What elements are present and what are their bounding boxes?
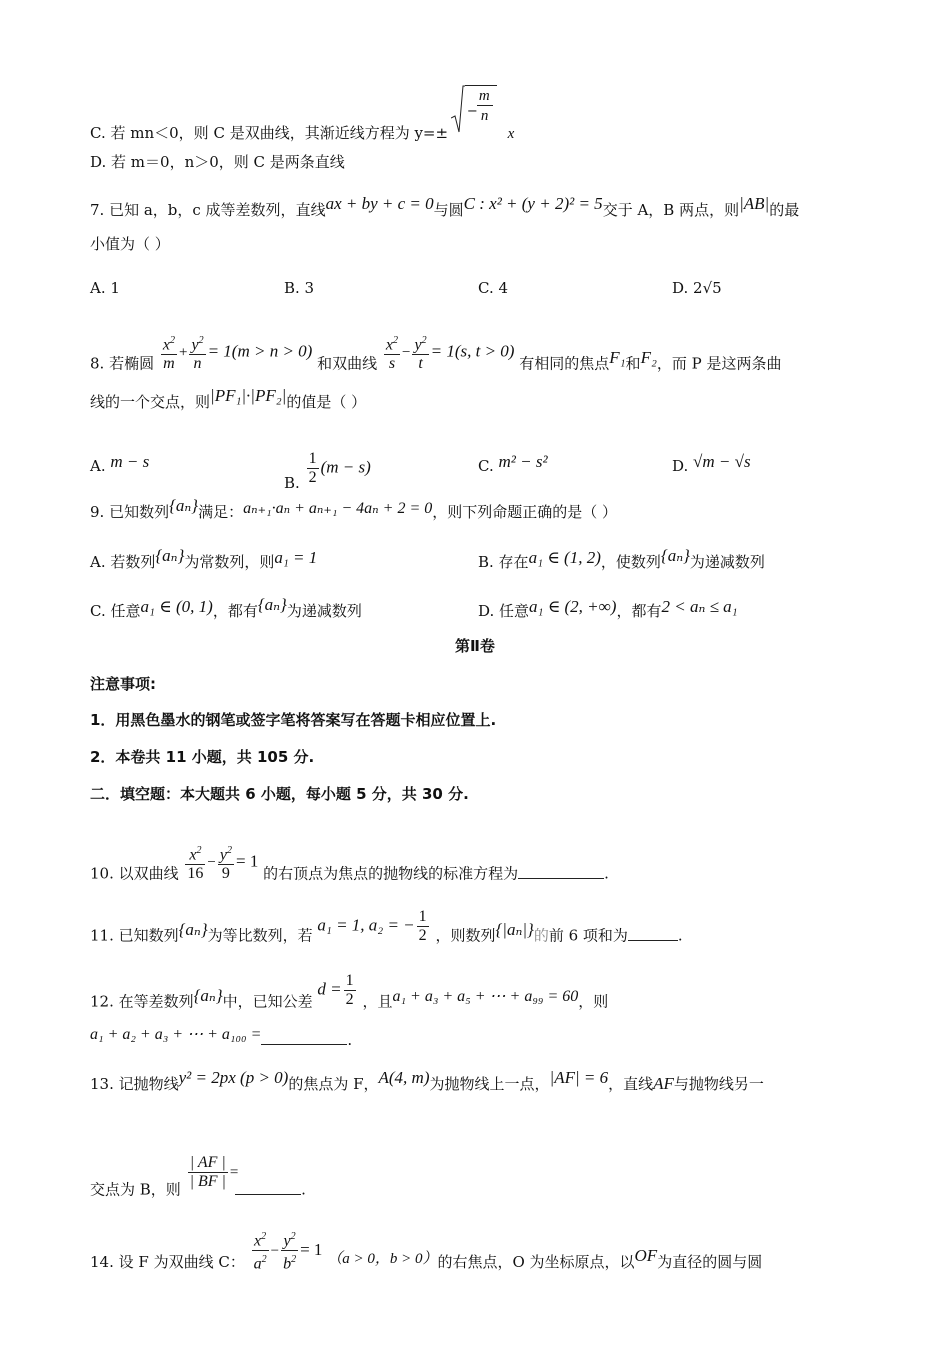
q8-product: |PF₁|·|PF₂| <box>210 386 287 405</box>
q9-opt-c-b: ，都有 <box>212 602 258 620</box>
half-frac: $\frac{1}{2}$ <box>308 450 317 486</box>
q8-opt-b-label: B. <box>284 474 300 492</box>
q7-stem-e: 小值为（ ） <box>90 235 170 253</box>
q10-hyperbola-eq: $\frac{x^2}{16}$ − $\frac{y^2}{9}$ = 1 <box>183 842 258 883</box>
q12-stem-c: ，且 <box>362 992 393 1011</box>
q8-opt-c-label: C. <box>478 457 494 475</box>
part-2-heading: 二．填空题：本大题共 6 小题，每小题 5 分，共 30 分. <box>90 785 469 803</box>
q7-option-d <box>672 278 722 298</box>
q13-answer-blank[interactable] <box>235 1194 301 1195</box>
q8-stem-f: 的值是（ ） <box>286 393 367 411</box>
q9-opt-c-seq: {aₙ} <box>257 595 287 614</box>
q9-option-c <box>90 595 362 621</box>
q8-stem-c: 有相同的焦点 <box>519 354 610 373</box>
q12-line1 <box>90 972 609 1021</box>
q9-opt-c-a: C. 任意 <box>90 602 141 620</box>
q14-stem-b: 的右焦点，O 为坐标原点，以 <box>437 1252 635 1271</box>
q13-ratio-frac <box>188 1154 228 1191</box>
ratio-num: | AF | <box>188 1154 228 1173</box>
q11-stem-c: ，则数列 <box>435 926 496 945</box>
q14-stem-a: 14. 设 F 为双曲线 C： <box>90 1252 245 1271</box>
q12-answer-blank[interactable] <box>261 1044 347 1045</box>
section-title: 第Ⅱ卷 <box>455 637 495 655</box>
q8-opt-b-math <box>305 450 371 487</box>
q13-stem-b: 的焦点为 F， <box>288 1075 379 1093</box>
q13-point: A(4, m) <box>378 1068 430 1087</box>
note-2: 2．本卷共 11 小题，共 105 分. <box>90 748 315 766</box>
q9-stem-b: 满足： <box>198 503 244 521</box>
q7-stem-c: 交于 A，B 两点，则 <box>602 201 740 219</box>
q6-d-text: D. 若 m＝0，n＞0，则 C 是两条直线 <box>90 153 345 171</box>
q11-answer-blank[interactable] <box>628 940 678 941</box>
q9-option-a <box>90 546 318 572</box>
q13-end: . <box>301 1180 306 1199</box>
q8-option-a <box>90 452 150 476</box>
q9-opt-b-math: a₁ ∈ (1, 2) <box>528 548 601 567</box>
q7-option-b: B. 3 <box>284 279 315 297</box>
frac-y2-9: $\frac{y^2}{9}$ <box>218 842 234 883</box>
q14-stem-c: 为直径的圆与圆 <box>657 1252 763 1271</box>
q12-sum-all: a₁ + a₂ + a₃ + ⋯ + a₁₀₀ = <box>90 1026 262 1043</box>
note-1: 1．用黑色墨水的钢笔或签字笔将答案写在答题卡相应位置上. <box>90 711 497 729</box>
q7-option-c: C. 4 <box>478 279 509 297</box>
q12-d <box>317 972 357 1009</box>
q7-stem-line1 <box>90 194 800 220</box>
q9-opt-b-a: B. 存在 <box>478 553 529 571</box>
q7-option-a: A. 1 <box>90 279 120 297</box>
q9-opt-a-seq: {aₙ} <box>155 546 185 565</box>
q12-seq: {aₙ} <box>193 985 223 1005</box>
q10 <box>90 845 609 895</box>
q8-opt-a-math: m − s <box>110 452 150 471</box>
q8-ellipse-eq: $\frac{x^2}{m}$ + $\frac{y^2}{n}$ = 1(m > n > 0) <box>159 332 312 373</box>
q8-hyperbola-eq: $\frac{x^2}{s}$ − $\frac{y^2}{t}$ = 1(s, t > 0) <box>382 332 515 373</box>
q9-stem <box>90 496 618 523</box>
q12-sum-odd: a₁ + a₃ + a₅ + ⋯ + a₉₉ = 60 <box>392 987 579 1005</box>
q14-cond: （a > 0，b > 0） <box>327 1250 438 1267</box>
q13-eq: = <box>229 1164 239 1181</box>
q12-d-eq: d = <box>317 979 342 999</box>
frac-y2-n: $\frac{y^2}{n}$ <box>189 332 205 373</box>
q13-stem-f: 交点为 B，则 <box>90 1180 181 1199</box>
q9-opt-d-b: ，都有 <box>616 602 662 620</box>
q13-stem-c: 为抛物线上一点， <box>429 1075 550 1093</box>
q11-stem-b: 为等比数列，若 <box>207 926 313 945</box>
frac-x2-m: $\frac{x^2}{m}$ <box>161 332 177 373</box>
q14 <box>90 1231 763 1286</box>
q8-stem-e: 线的一个交点，则 <box>90 393 211 411</box>
q7-stem-line2 <box>90 234 170 254</box>
q6-option-c <box>90 88 515 144</box>
q8-option-c <box>478 452 548 476</box>
q6-c-text: C. 若 mn＜0，则 C 是双曲线，其渐近线方程为 y=± <box>90 124 449 142</box>
q11-de: 的 <box>533 926 549 945</box>
q9-stem-a: 9. 已知数列 <box>90 503 170 521</box>
q8-f2: F₂ <box>640 347 657 367</box>
q9-opt-d-math: a₁ ∈ (2, +∞) <box>529 597 617 616</box>
q11-cond-text: a₁ = 1, a₂ = − <box>317 915 415 935</box>
q11-end: . <box>677 926 683 945</box>
ratio-den: | BF | <box>189 1173 226 1190</box>
q7-option-d-text: D. 2√5 <box>672 279 722 297</box>
frac-y2-b2: $\frac{y^2}{b^2}$ <box>281 1228 298 1274</box>
q12-stem-d: ，则 <box>578 992 609 1011</box>
q9-seq: {aₙ} <box>169 496 199 515</box>
q10-eq-tail: = 1 <box>235 851 259 871</box>
frac-x2-16: $\frac{x^2}{16}$ <box>185 842 205 883</box>
q9-opt-c-c: 为递减数列 <box>286 602 362 620</box>
q7-ab: |AB| <box>739 194 770 213</box>
q9-recurrence: aₙ₊₁·aₙ + aₙ₊₁ − 4aₙ + 2 = 0 <box>243 500 433 517</box>
q9-opt-d-a: D. 任意 <box>478 602 530 620</box>
q8-option-d <box>672 452 751 476</box>
q8-and: 和 <box>625 354 641 373</box>
x-var: x <box>507 126 515 142</box>
q9-stem-c: ，则下列命题正确的是（ ） <box>432 503 618 521</box>
hyperbola-cond: = 1(s, t > 0) <box>430 341 515 361</box>
q6-option-d <box>90 152 345 172</box>
q10-stem-a: 10. 以双曲线 <box>90 864 179 883</box>
ellipse-cond: = 1(m > n > 0) <box>207 341 313 361</box>
q8-stem-line2 <box>90 386 367 412</box>
q8-opt-a-label: A. <box>90 457 106 475</box>
frac-num: m <box>478 88 490 104</box>
q8-opt-d-math: √m − √s <box>693 452 751 471</box>
q9-opt-c-math: a₁ ∈ (0, 1) <box>140 597 213 616</box>
q7-circle-eq: C : x² + (y + 2)² = 5 <box>463 194 603 213</box>
q8-opt-b-expr: (m − s) <box>320 457 371 477</box>
frac-x2-s: $\frac{x^2}{s}$ <box>384 332 400 373</box>
q13-stem-d: ，直线 <box>608 1075 654 1093</box>
q9-option-b <box>478 546 765 572</box>
frac-y2-t: $\frac{y^2}{t}$ <box>412 332 428 373</box>
q13-line1 <box>90 1068 764 1094</box>
q11-stem-d: 前 6 项和为 <box>548 926 628 945</box>
q9-opt-a-b: 为常数列，则 <box>184 553 275 571</box>
q11-seq: {aₙ} <box>178 919 208 939</box>
q11-half: $\frac{1}{2}$ <box>418 908 427 944</box>
q10-answer-blank[interactable] <box>518 878 604 879</box>
q11-cond <box>317 908 430 945</box>
q7-line-eq: ax + by + c = 0 <box>325 194 434 213</box>
sqrt-sign <box>451 84 465 134</box>
q14-hyperbola-eq: $\frac{x^2}{a^2}$ − $\frac{y^2}{b^2}$ = 1 <box>250 1228 323 1274</box>
q12-line2 <box>90 1024 353 1049</box>
q13-stem-e: 与抛物线另一 <box>673 1075 764 1093</box>
q13-af-line: AF <box>653 1074 674 1093</box>
q14-of: OF <box>634 1245 658 1265</box>
q13-stem-a: 13. 记抛物线 <box>90 1075 179 1093</box>
q9-opt-b-b: ，使数列 <box>600 553 661 571</box>
frac-x2-a2: $\frac{x^2}{a^2}$ <box>252 1228 269 1274</box>
q10-stem-b: 的右顶点为焦点的抛物线的标准方程为 <box>263 864 519 883</box>
sqrt-fraction: − m n <box>453 118 503 138</box>
q9-option-d <box>478 597 738 621</box>
q12-half: $\frac{1}{2}$ <box>345 972 354 1008</box>
q12-stem-a: 12. 在等差数列 <box>90 992 194 1011</box>
q8-stem-b: 和双曲线 <box>317 354 378 373</box>
frac-den: n <box>480 108 489 124</box>
q13-ratio <box>186 1154 239 1191</box>
q11-stem-a: 11. 已知数列 <box>90 926 179 945</box>
q14-eq-tail: = 1 <box>300 1239 323 1259</box>
q7-stem-a: 7. 已知 a，b，c 成等差数列，直线 <box>90 201 326 219</box>
q8-stem-a: 8. 若椭圆 <box>90 354 155 373</box>
q12-end: . <box>347 1031 353 1049</box>
q8-f1: F₁ <box>609 347 626 367</box>
q13-af: |AF| = 6 <box>549 1068 609 1087</box>
q9-opt-d-math2: 2 < aₙ ≤ a₁ <box>661 597 738 616</box>
q8-opt-d-label: D. <box>672 457 689 475</box>
q9-opt-a-math: a₁ = 1 <box>274 548 318 567</box>
q13-parabola: y² = 2px (p > 0) <box>178 1068 289 1087</box>
q10-end: . <box>604 864 609 883</box>
q9-opt-b-c: 为递减数列 <box>689 553 765 571</box>
q7-stem-d: 的最 <box>769 201 800 219</box>
q13-line2 <box>90 1154 306 1209</box>
q8-opt-c-math: m² − s² <box>498 452 548 471</box>
q8-stem-d: ，而 P 是这两条曲 <box>656 354 782 373</box>
q9-opt-b-seq: {aₙ} <box>660 546 690 565</box>
notes-title: 注意事项: <box>90 675 156 693</box>
q8-stem-line1 <box>90 335 782 385</box>
q8-option-b <box>284 450 371 493</box>
q7-stem-b: 与圆 <box>433 201 464 219</box>
q11 <box>90 908 683 955</box>
q9-opt-a-a: A. 若数列 <box>90 553 156 571</box>
q11-abs-seq: {|aₙ|} <box>495 919 534 939</box>
q12-stem-b: 中，已知公差 <box>222 992 313 1011</box>
